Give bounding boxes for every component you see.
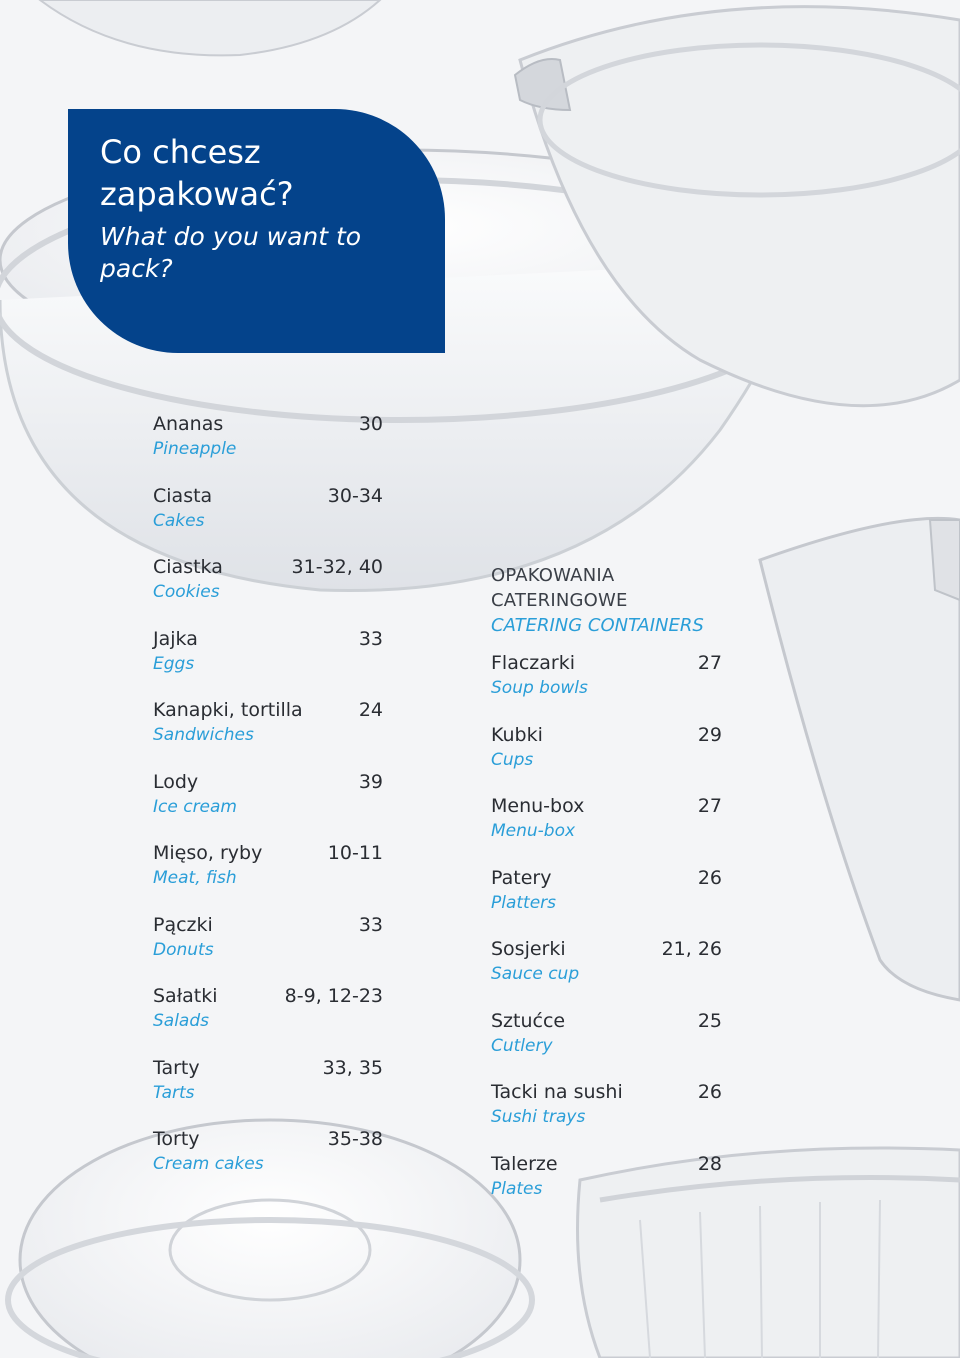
title-banner bbox=[68, 109, 445, 353]
item-name-en: Ice cream bbox=[153, 796, 237, 817]
item-name-pl: Jajka bbox=[153, 627, 198, 650]
page-title: Co chcesz zapakować? bbox=[100, 133, 294, 213]
page-number: 39 bbox=[358, 770, 383, 793]
list-item[interactable] bbox=[153, 555, 383, 627]
item-name-pl: Tacki na sushi bbox=[491, 1081, 623, 1103]
list-item[interactable] bbox=[491, 937, 722, 1009]
page-number: 33 bbox=[358, 627, 383, 650]
page-number: 30 bbox=[358, 413, 383, 435]
list-item[interactable] bbox=[153, 484, 383, 556]
item-name-pl: Pączki bbox=[153, 913, 213, 936]
page-number: 27 bbox=[697, 795, 722, 817]
item-name-pl: Kubki bbox=[491, 723, 543, 746]
section-heading-en: CATERING CONTAINERS bbox=[491, 615, 704, 636]
page-number: 8-9, 12-23 bbox=[284, 985, 383, 1007]
item-name-en: Pineapple bbox=[153, 439, 237, 459]
item-name-en: Platters bbox=[491, 892, 557, 913]
item-name-en: Tarts bbox=[153, 1082, 195, 1103]
item-name-pl: Sałatki bbox=[153, 985, 218, 1007]
item-name-pl: Talerze bbox=[491, 1152, 558, 1175]
list-item[interactable] bbox=[153, 984, 383, 1056]
section-heading bbox=[491, 563, 722, 638]
item-name-pl: Tarty bbox=[153, 1056, 200, 1079]
page-number: 30-34 bbox=[327, 484, 383, 507]
item-name-en: Plates bbox=[491, 1178, 543, 1199]
item-name-en: Salads bbox=[153, 1011, 209, 1031]
section-heading-pl: OPAKOWANIA CATERINGOWE bbox=[491, 565, 628, 611]
list-item[interactable] bbox=[153, 913, 383, 985]
page-number: 21, 26 bbox=[661, 938, 722, 960]
page-number: 26 bbox=[697, 1081, 722, 1103]
page-number: 28 bbox=[697, 1152, 722, 1175]
item-name-en: Eggs bbox=[153, 653, 195, 674]
page-subtitle: What do you want to pack? bbox=[100, 222, 362, 283]
item-name-pl: Ciasta bbox=[153, 484, 213, 507]
list-item[interactable] bbox=[153, 698, 383, 770]
list-item[interactable] bbox=[153, 1127, 383, 1199]
product-index-list bbox=[153, 412, 383, 1199]
item-name-pl: Ciastka bbox=[153, 556, 223, 578]
page-number: 33, 35 bbox=[322, 1056, 383, 1079]
item-name-en: Menu-box bbox=[491, 821, 576, 841]
item-name-pl: Lody bbox=[153, 770, 199, 793]
item-name-pl: Sztućce bbox=[491, 1009, 566, 1032]
list-item[interactable] bbox=[491, 794, 722, 866]
list-item[interactable] bbox=[491, 1080, 722, 1152]
item-name-pl: Mięso, ryby bbox=[153, 842, 263, 864]
list-item[interactable] bbox=[491, 1152, 722, 1224]
list-item[interactable] bbox=[491, 651, 722, 723]
item-name-pl: Torty bbox=[153, 1128, 200, 1150]
list-item[interactable] bbox=[153, 770, 383, 842]
item-name-en: Sushi trays bbox=[491, 1107, 586, 1127]
item-name-pl: Ananas bbox=[153, 413, 224, 435]
item-name-pl: Flaczarki bbox=[491, 652, 576, 674]
catering-index-list bbox=[491, 563, 722, 1223]
item-name-pl: Menu-box bbox=[491, 795, 585, 817]
page-number: 25 bbox=[697, 1009, 722, 1032]
item-name-en: Soup bowls bbox=[491, 678, 588, 698]
item-name-pl: Patery bbox=[491, 866, 552, 889]
item-name-en: Donuts bbox=[153, 939, 214, 960]
item-name-en: Cream cakes bbox=[153, 1154, 264, 1174]
item-name-en: Sandwiches bbox=[153, 725, 254, 745]
item-name-en: Meat, fish bbox=[153, 868, 237, 888]
list-item[interactable] bbox=[491, 866, 722, 938]
list-item[interactable] bbox=[153, 1056, 383, 1128]
item-name-en: Cutlery bbox=[491, 1035, 553, 1056]
page-number: 35-38 bbox=[327, 1128, 383, 1150]
item-name-pl: Kanapki, tortilla bbox=[153, 699, 303, 721]
item-name-en: Cookies bbox=[153, 582, 220, 602]
page-number: 27 bbox=[697, 652, 722, 674]
page-number: 10-11 bbox=[327, 842, 383, 864]
item-name-en: Sauce cup bbox=[491, 964, 580, 984]
item-name-en: Cups bbox=[491, 749, 534, 770]
page-number: 31-32, 40 bbox=[291, 556, 383, 578]
page-number: 24 bbox=[358, 699, 383, 721]
list-item[interactable] bbox=[491, 1009, 722, 1081]
list-item[interactable] bbox=[153, 841, 383, 913]
page-number: 26 bbox=[697, 866, 722, 889]
item-name-pl: Sosjerki bbox=[491, 938, 566, 960]
list-item[interactable] bbox=[491, 723, 722, 795]
item-name-en: Cakes bbox=[153, 510, 205, 531]
list-item[interactable] bbox=[153, 627, 383, 699]
list-item[interactable] bbox=[153, 412, 383, 484]
page-number: 33 bbox=[358, 913, 383, 936]
page-number: 29 bbox=[697, 723, 722, 746]
